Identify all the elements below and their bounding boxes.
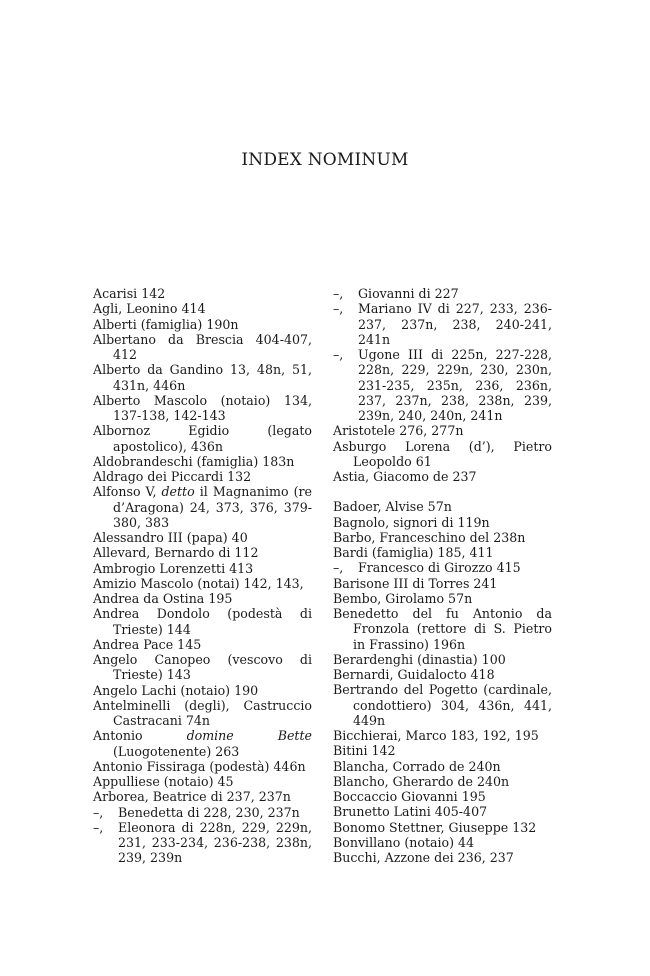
index-entry: Astia, Giacomo de 237	[333, 469, 477, 484]
index-entry: Berardenghi (dinastia) 100	[333, 651, 506, 667]
index-subentry	[93, 820, 312, 866]
index-subentry-text: Giovanni di 227	[358, 286, 459, 301]
index-entry: Antelminelli (degli), Castruccio Castracani 74n	[93, 697, 312, 728]
index-entry: Ambrogio Lorenzetti 413	[93, 560, 254, 576]
index-entry: Andrea Pace 145	[93, 636, 202, 652]
index-column-right	[333, 286, 552, 865]
index-entry: Bucchi, Azzone dei 236, 237	[333, 850, 514, 865]
index-entry	[93, 728, 312, 759]
index-entry: Angelo Lachi (notaio) 190	[93, 682, 259, 698]
index-entry: Acarisi 142	[93, 286, 166, 301]
entry-text: (Luogotenente) 263	[113, 743, 240, 759]
index-entry: Aldrago dei Piccardi 132	[93, 469, 252, 484]
index-entry: Antonio Fissiraga (podestà) 446n	[93, 758, 306, 774]
index-entry: Albertano da Brescia 404-407, 412	[93, 331, 312, 362]
index-entry	[93, 484, 312, 530]
repeat-dash: –,	[93, 804, 104, 820]
index-subentry-text: Eleonora di 228n, 229, 229n, 231, 233-234, 236-238, 238n, 239, 239n	[118, 819, 312, 866]
repeat-dash: –,	[93, 819, 104, 835]
index-entry: Appulliese (notaio) 45	[93, 774, 234, 789]
entry-text: il Magnanimo (re d’Aragona) 24, 373, 376, 379-380, 383	[113, 484, 312, 530]
index-entry: Agli, Leonino 414	[93, 301, 206, 317]
index-entry: Barbo, Franceschino del 238n	[333, 529, 526, 545]
index-entry: Blancha, Corrado de 240n	[333, 758, 501, 774]
index-entry: Bagnolo, signori di 119n	[333, 514, 490, 530]
index-entry: Aldobrandeschi (famiglia) 183n	[93, 453, 295, 469]
index-subentry	[333, 301, 552, 347]
repeat-dash: –,	[333, 286, 344, 301]
index-entry: Andrea Dondolo (podestà di Trieste) 144	[93, 606, 312, 637]
index-entry: Alberti (famiglia) 190n	[93, 316, 239, 332]
index-entry: Blancho, Gherardo de 240n	[333, 773, 510, 789]
index-entry: Alberto Mascolo (notaio) 134, 137-138, 142-143	[93, 392, 312, 423]
index-entry: Andrea da Ostina 195	[93, 591, 233, 606]
index-entry: Boccaccio Giovanni 195	[333, 789, 486, 804]
repeat-dash: –,	[333, 347, 344, 362]
entry-text: Antonio	[93, 728, 187, 744]
index-entry: Amizio Mascolo (notai) 142, 143,	[93, 575, 304, 591]
index-entry: Bembo, Girolamo 57n	[333, 590, 473, 606]
entry-italic: domine Bette	[186, 728, 313, 744]
index-entry: Bicchierai, Marco 183, 192, 195	[333, 728, 539, 743]
page-title: INDEX NOMINUM	[241, 150, 409, 170]
index-entry: Allevard, Bernardo di 112	[93, 545, 259, 561]
index-entry: Albornoz Egidio (legato apostolico), 436n	[93, 423, 312, 454]
repeat-dash: –,	[333, 560, 344, 576]
index-entry: Badoer, Alvise 57n	[333, 499, 452, 515]
index-column-left	[93, 286, 312, 866]
index-entry: Alberto da Gandino 13, 48n, 51, 431n, 446n	[93, 362, 312, 393]
index-entry: Alessandro III (papa) 40	[93, 530, 248, 545]
index-entry: Benedetto del fu Antonio da Fronzola (rettore di S. Pietro in Frassino) 196n	[333, 606, 552, 652]
index-entry: Bardi (famiglia) 185, 411	[333, 545, 494, 560]
repeat-dash: –,	[333, 301, 344, 317]
index-entry: Angelo Canopeo (vescovo di Trieste) 143	[93, 652, 312, 683]
index-entry: Asburgo Lorena (d’), Pietro Leopoldo 61	[333, 438, 552, 469]
index-entry: Bernardi, Guidalocto 418	[333, 667, 495, 682]
index-subentry	[333, 347, 552, 423]
letter-group-gap	[333, 484, 552, 499]
index-entry: Bertrando del Pogetto (cardinale, condottiero) 304, 436n, 441, 449n	[333, 682, 552, 728]
entry-italic: detto	[161, 484, 195, 500]
index-entry: Bitini 142	[333, 743, 396, 759]
index-subentry-text: Mariano IV di 227, 233, 236-237, 237n, 238, 240-241, 241n	[358, 301, 552, 347]
index-subentry-text: Benedetta di 228, 230, 237n	[118, 804, 300, 820]
index-entry: Bonvillano (notaio) 44	[333, 834, 475, 850]
index-subentry	[333, 286, 552, 301]
index-subentry	[333, 560, 552, 575]
index-entry: Arborea, Beatrice di 237, 237n	[93, 789, 291, 805]
index-subentry	[93, 805, 312, 820]
index-entry: Barisone III di Torres 241	[333, 575, 498, 591]
index-subentry-text: Francesco di Girozzo 415	[358, 560, 521, 576]
index-entry: Brunetto Latini 405-407	[333, 804, 488, 820]
index-entry: Bonomo Stettner, Giuseppe 132	[333, 819, 537, 835]
entry-text: Alfonso V,	[93, 484, 162, 500]
index-entry: Aristotele 276, 277n	[333, 423, 464, 439]
index-subentry-text: Ugone III di 225n, 227-228, 228n, 229, 229n, 230, 230n, 231-235, 235n, 236, 236n, 237, 237n, 238, 238n, 239, 239n, 240, 240n, 241n	[358, 347, 552, 423]
